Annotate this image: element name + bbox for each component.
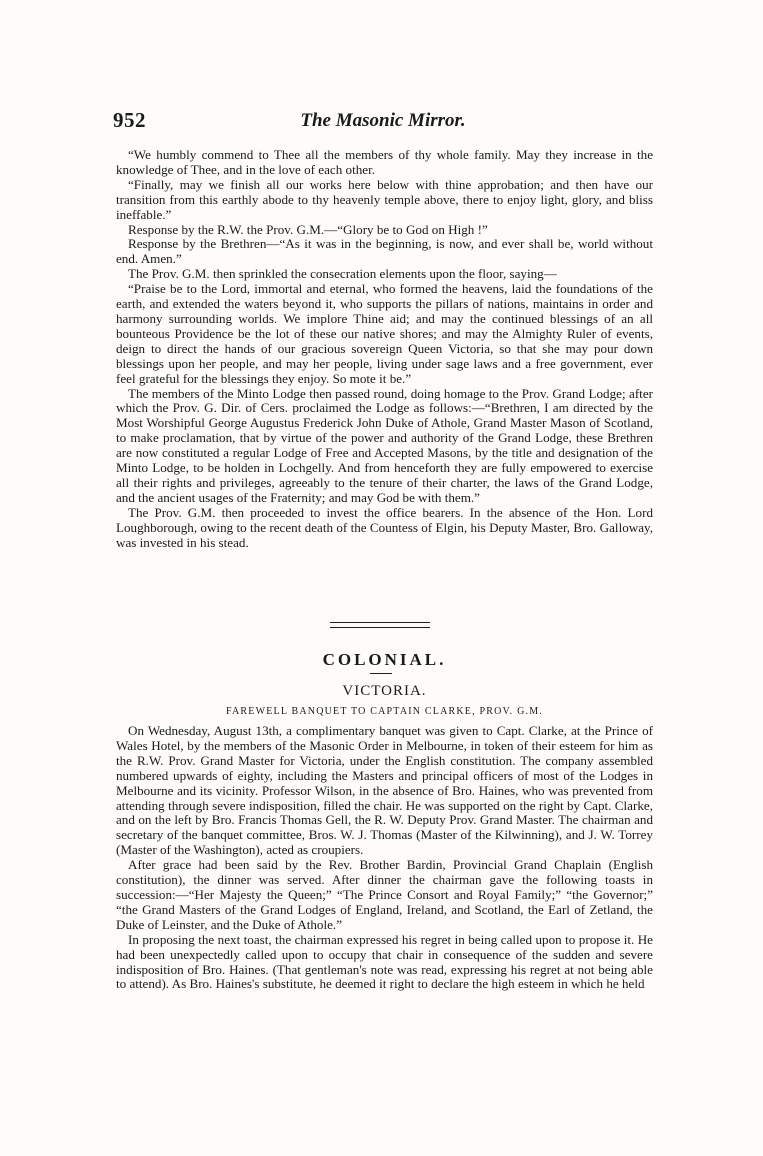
page-header (113, 108, 653, 134)
running-title: The Masonic Mirror. (300, 110, 466, 131)
section-divider (330, 622, 430, 628)
paragraph: The Prov. G.M. then sprinkled the consecration elements upon the floor, saying— (128, 266, 557, 282)
paragraph: “Praise be to the Lord, immortal and eternal, who formed the heavens, laid the foundations of the earth, and extended the waters beyond it, who supports the pillars of nations, maintains in order and harmony surrounding worlds. We implore Thine aid; and may the continued blessings of an all bounteous Providence be the lot of these our native shores; and may the Almighty Ruler of events, deign to direct the hands of our gracious sovereign Queen Victoria, so that she may pour down blessings upon her people, and may her people, living under sage laws and a free government, ever feel grateful for the blessings they enjoy. So mote it be.” (116, 281, 653, 386)
paragraph: In proposing the next toast, the chairman expressed his regret in being called upon to propose it. He had been unexpectedly called upon to occupy that chair in consequence of the sudden and severe indisposition of Bro. Haines. (That gentleman's note was read, expressing his regret at not being able to attend). As Bro. Haines's substitute, he deemed it right to declare the high esteem in which he held (116, 931, 653, 992)
section-subtitle: VICTORIA. (342, 683, 427, 699)
paragraph: After grace had been said by the Rev. Brother Bardin, Provincial Grand Chaplain (English constitution), the dinner was served. After dinner the chairman gave the following toasts in succession:—“Her Majesty the Queen;” “The Prince Consort and Royal Family;” “the Governor;” “the Grand Masters of the Grand Lodges of England, Ireland, and Scotland, the Earl of Zetland, the Duke of Leinster, and the Duke of Athole.” (116, 857, 653, 932)
paragraph: Response by the R.W. the Prov. G.M.—“Glory be to God on High !” (128, 221, 488, 237)
paragraph: “We humbly commend to Thee all the members of thy whole family. May they increase in the knowledge of Thee, and in the love of each other. (116, 147, 653, 177)
article-heading: FAREWELL BANQUET TO CAPTAIN CLARKE, PROV. G.M. (225, 706, 543, 717)
paragraph: The members of the Minto Lodge then passed round, doing homage to the Prov. Grand Lodge; after which the Prov. G. Dir. of Cers. proclaimed the Lodge as follows:—“Brethren, I am directed by the Most Worshipful George Augustus Frederick John Duke of Athole, Grand Master Mason of Scotland, to make proclamation, that by virtue of the power and authority of the Grand Lodge, these Brethren are now constituted a regular Lodge of Free and Accepted Masons, by the title and designation of the Minto Lodge, to be holden in Lochgelly. And from henceforth they are fully empowered to exercise all their rights and privileges, agreeably to the tenure of their charter, the laws of the Grand Lodge, and the ancient usages of the Fraternity; and may God be with them.” (116, 385, 653, 505)
paragraph: On Wednesday, August 13th, a complimentary banquet was given to Capt. Clarke, at the Prince of Wales Hotel, by the members of the Masonic Order in Melbourne, in token of their esteem for him as the R.W. Prov. Grand Master for Victoria, under the English constitution. The company assembled numbered upwards of eighty, including the Masters and principal officers of most of the Lodges in Melbourne and its vicinity. Professor Wilson, in the absence of Bro. Haines, who was prevented from attending through severe indisposition, filled the chair. He was supported on the right by Capt. Clarke, and on the left by Bro. Francis Thomas Gell, the R. W. Deputy Prov. Grand Master. The chairman and secretary of the banquet committee, Bros. W. J. Thomas (Master of the Kilwinning), and J. W. Torrey (Master of the Washington), acted as croupiers. (116, 723, 653, 858)
paragraph: Response by the Brethren—“As it was in the beginning, is now, and ever shall be, world without end. Amen.” (116, 236, 653, 267)
section-title: COLONIAL. (322, 650, 447, 669)
bottom-text-block (116, 724, 653, 992)
title-underline (370, 673, 392, 674)
paragraph: The Prov. G.M. then proceeded to invest the office bearers. In the absence of the Hon. Lord Loughborough, owing to the recent death of the Countess of Elgin, his Deputy Master, Bro. Galloway, was invested in his stead. (116, 504, 653, 550)
top-text-block (116, 148, 653, 550)
page-number: 952 (113, 108, 146, 132)
paragraph: “Finally, may we finish all our works here below with thine approbation; and then have our transition from this earthly abode to thy heavenly temple above, there to enjoy light, glory, and bliss ineffable.” (116, 176, 653, 222)
